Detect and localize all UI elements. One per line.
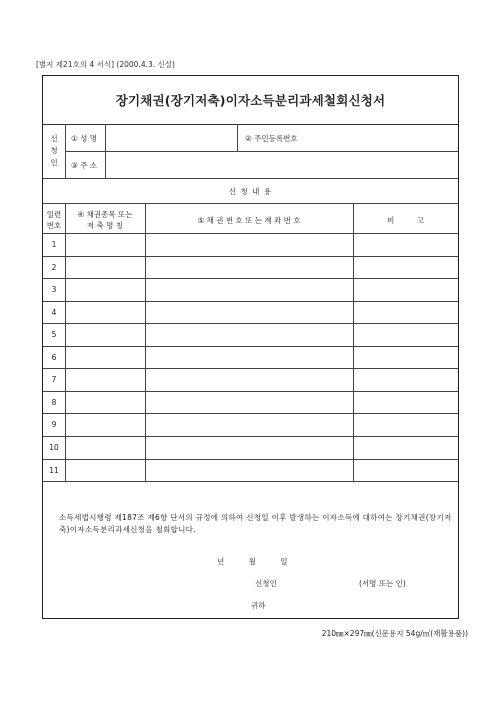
remarks-cell[interactable]	[354, 392, 457, 413]
divider	[237, 124, 238, 151]
bond-number-cell[interactable]	[146, 460, 352, 481]
bond-type-cell[interactable]	[66, 460, 144, 481]
remarks-cell[interactable]	[354, 369, 457, 390]
remarks-cell[interactable]	[354, 437, 457, 458]
remarks-cell[interactable]	[354, 279, 457, 300]
bond-type-cell[interactable]	[66, 257, 144, 278]
bond-type-cell[interactable]	[66, 324, 144, 345]
remarks-cell[interactable]	[354, 460, 457, 481]
bond-type-header	[65, 209, 145, 231]
row-number: 4	[51, 307, 57, 317]
bond-type-cell[interactable]	[66, 302, 144, 323]
statement-text: 소득세법시행령 제187조 제6항 단서의 규정에 의하여 신청일 이후 발생하는 이자소득에 대하여는 장기채권(장기저축)이자소득분리과세신청을 철회합니다.	[59, 513, 452, 534]
bond-type-cell[interactable]	[66, 392, 144, 413]
bond-number-cell[interactable]	[146, 257, 352, 278]
form-title: 장기채권(장기저축)이자소득분리과세철회신청서	[43, 76, 458, 125]
bond-type-cell[interactable]	[66, 369, 144, 390]
row-number: 1	[51, 240, 57, 249]
name-label: ① 성 명	[71, 134, 97, 143]
bond-type-header-line: 저 축 명 칭	[86, 221, 124, 230]
divider	[43, 178, 458, 179]
bond-number-cell[interactable]	[146, 369, 352, 390]
applicant-label-char: 신	[50, 134, 58, 143]
bond-number-header: ⑤ 채 권 번 호 또 는 계 좌 번 호	[197, 216, 301, 225]
row-number: 5	[51, 330, 57, 340]
bond-type-cell[interactable]	[66, 437, 144, 458]
resident-id-label: ② 주민등록번호	[245, 134, 298, 143]
row-number: 11	[49, 465, 59, 475]
divider	[65, 151, 458, 152]
remarks-cell[interactable]	[354, 324, 457, 345]
bond-type-cell[interactable]	[66, 279, 144, 300]
address-label: ③ 주 소	[71, 161, 97, 170]
serial-no-header-line: 일련	[46, 210, 62, 219]
row-number: 3	[51, 285, 57, 295]
name-field[interactable]	[123, 133, 233, 147]
applicant-sign-field[interactable]	[285, 576, 355, 590]
serial-no-header	[43, 209, 65, 231]
row-number: 10	[49, 443, 59, 452]
content-heading: 신 청 내 용	[228, 187, 273, 196]
bond-type-header-line: ④ 채권종목 또는	[77, 210, 133, 219]
remarks-cell[interactable]	[354, 302, 457, 323]
row-number: 6	[51, 352, 57, 362]
row-number: 9	[51, 420, 57, 430]
sign-note: (서명 또는 인)	[359, 579, 406, 588]
applicant-label-char: 청	[50, 146, 58, 155]
applicant-label-char: 인	[50, 158, 58, 167]
bond-number-cell[interactable]	[146, 279, 352, 300]
remarks-cell[interactable]	[354, 414, 457, 435]
applicant-label	[43, 124, 65, 178]
address-field[interactable]	[111, 158, 451, 172]
applicant-sign-label: 신청인	[255, 579, 277, 588]
remarks-cell[interactable]	[354, 347, 457, 368]
remarks-cell[interactable]	[354, 257, 457, 278]
bond-number-cell[interactable]	[146, 302, 352, 323]
bond-number-cell[interactable]	[146, 392, 352, 413]
date-line: 년 월 일	[217, 557, 288, 566]
bond-number-cell[interactable]	[146, 234, 352, 255]
divider	[105, 124, 106, 178]
bond-type-cell[interactable]	[66, 347, 144, 368]
withdrawal-application-form	[42, 75, 459, 619]
resident-id-field[interactable]	[333, 133, 453, 147]
bond-number-cell[interactable]	[146, 324, 352, 345]
form-reference: [별지 제21호의 4 서식] (2000.4.3. 신설)	[36, 60, 175, 69]
divider	[43, 481, 458, 482]
row-number: 7	[51, 375, 57, 385]
addressee: 귀하	[251, 601, 266, 610]
bond-type-cell[interactable]	[66, 414, 144, 435]
row-number: 8	[51, 397, 57, 407]
bond-number-cell[interactable]	[146, 414, 352, 435]
bond-number-cell[interactable]	[146, 437, 352, 458]
paper-spec-note: 210㎜×297㎜(신문용지 54g/㎡(재활용품))	[321, 629, 468, 638]
bond-type-cell[interactable]	[66, 234, 144, 255]
serial-no-header-line: 번호	[46, 221, 62, 230]
divider	[43, 203, 458, 204]
row-number: 2	[51, 262, 57, 272]
bond-number-cell[interactable]	[146, 347, 352, 368]
remarks-header: 비 고	[387, 216, 424, 225]
remarks-cell[interactable]	[354, 234, 457, 255]
